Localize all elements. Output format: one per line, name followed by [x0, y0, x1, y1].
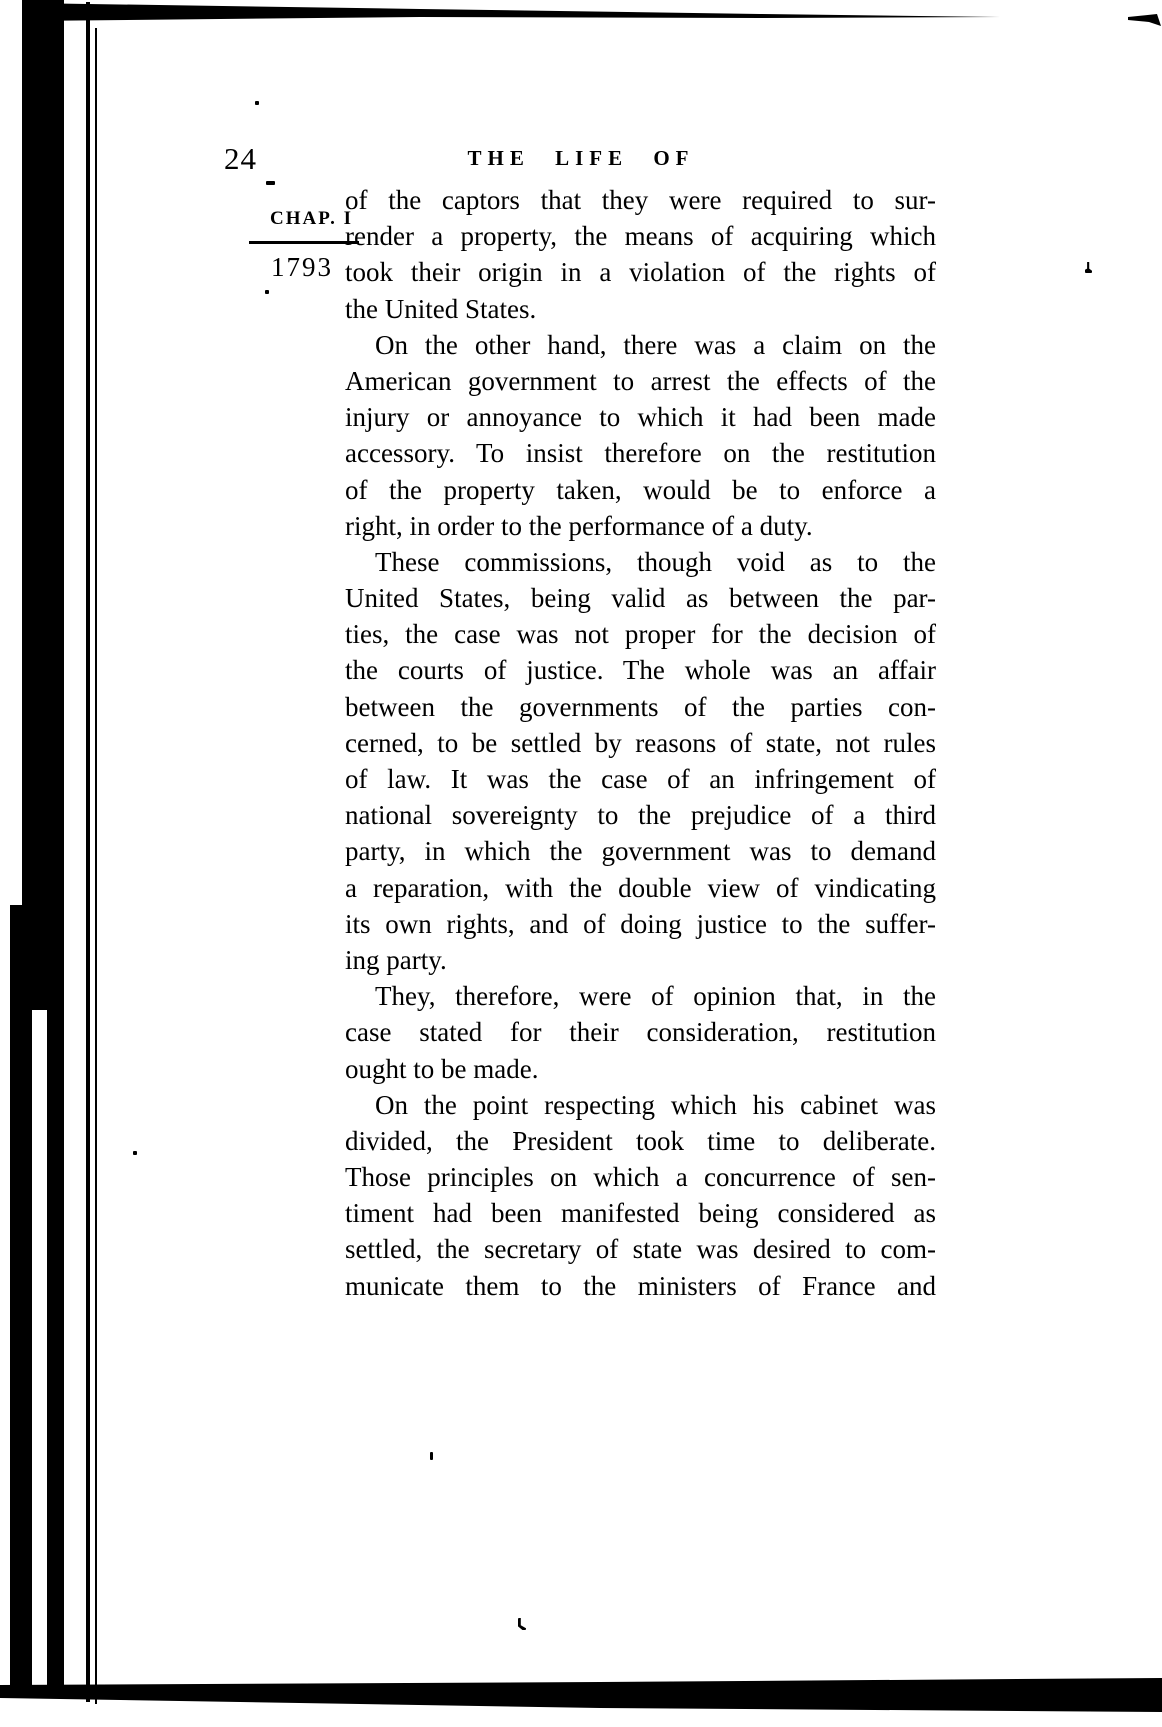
text-line: party, in which the government was to demand [345, 836, 936, 867]
text-line: timent had been manifested being considered as [345, 1198, 936, 1229]
scan-edge-line [86, 2, 90, 1702]
text-line: of the captors that they were required to sur- [345, 185, 936, 215]
text-line: United States, being valid as between the par- [345, 583, 936, 614]
text-line: of law. It was the case of an infringement of [345, 764, 936, 794]
text-line: of the property taken, would be to enforce a [345, 474, 936, 505]
text-line: They, therefore, were of opinion that, in the [375, 981, 936, 1012]
scan-binding-gap [32, 1010, 47, 1690]
text-line: accessory. To insist therefore on the restitution [345, 438, 936, 469]
text-line: its own rights, and of doing justice to the suffer- [345, 908, 936, 939]
scan-bottom-bar [0, 1670, 1162, 1727]
text-line: national sovereignty to the prejudice of a third [345, 800, 936, 831]
scan-speck [133, 1151, 137, 1155]
text-line: ties, the case was not proper for the decision of [345, 619, 936, 650]
text-line: render a property, the means of acquiring which [345, 221, 936, 252]
text-line: settled, the secretary of state was desired to com- [345, 1234, 936, 1265]
running-header: THE LIFE OF [467, 146, 695, 170]
text-line: ought to be made. [345, 1053, 539, 1084]
text-line: a reparation, with the double view of vindicating [345, 872, 936, 903]
scan-speck [265, 290, 269, 294]
chapter-label: CHAP. I [270, 208, 353, 229]
chapter-rule [249, 241, 359, 244]
text-line: injury or annoyance to which it had been made [345, 402, 936, 433]
scan-speck [518, 1618, 526, 1630]
text-line: case stated for their consideration, restitution [345, 1017, 936, 1048]
text-line: Those principles on which a concurrence of sen- [345, 1162, 936, 1193]
scan-edge-line-thin [95, 28, 97, 1704]
text-line: cerned, to be settled by reasons of state, not rules [345, 727, 936, 758]
text-line: took their origin in a violation of the rights of [345, 257, 936, 288]
text-line: On the other hand, there was a claim on the [375, 329, 936, 360]
text-line: the United States. [345, 293, 537, 324]
text-line: These commissions, though void as to the [375, 546, 936, 577]
page-number: 24 [224, 141, 257, 176]
text-line: the courts of justice. The whole was an affair [345, 655, 936, 686]
scan-speck [430, 1452, 433, 1460]
scan-binding-band-lower [10, 905, 26, 1698]
text-line: right, in order to the performance of a duty. [345, 510, 813, 541]
scan-top-bar [0, 0, 1162, 32]
text-line: ing party. [345, 944, 447, 975]
text-line: On the point respecting which his cabinet was [375, 1089, 936, 1120]
text-line: divided, the President took time to deliberate. [345, 1125, 936, 1156]
text-line: between the governments of the parties con- [345, 691, 936, 722]
scan-speck [266, 181, 275, 185]
body-text [345, 182, 936, 1304]
text-line: municate them to the ministers of France and [345, 1270, 936, 1301]
scan-speck [255, 101, 259, 105]
text-line: American government to arrest the effects of the [345, 365, 936, 396]
scan-speck [1085, 262, 1092, 273]
year-label: 1793 [271, 252, 333, 282]
